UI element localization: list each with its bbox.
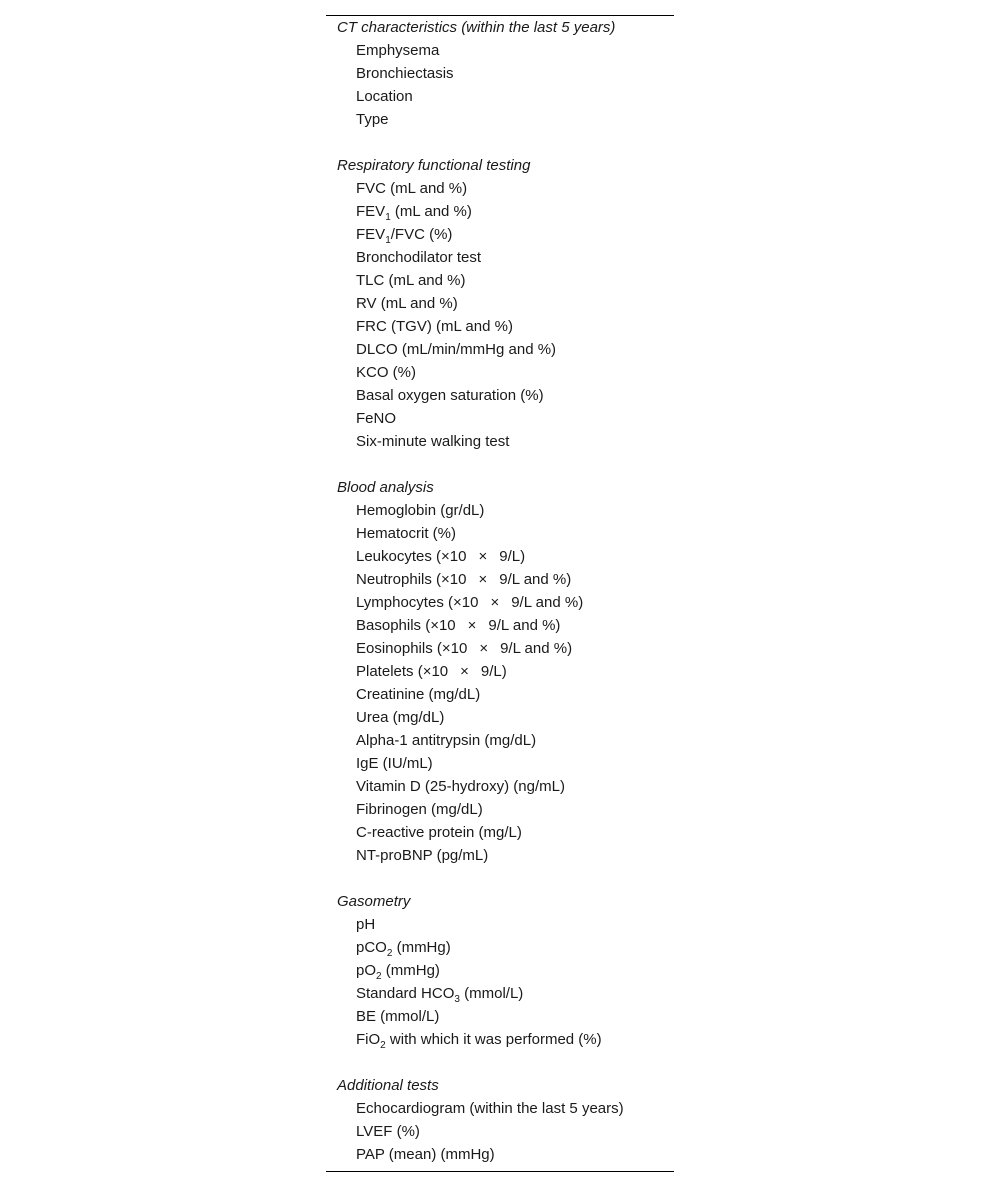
row-text: (mmHg) <box>392 939 451 956</box>
row-text: FiO <box>356 1031 381 1048</box>
table-row: Vitamin D (25-hydroxy) (ng/mL) <box>356 778 565 795</box>
row-text: 9/L and %) <box>499 571 572 588</box>
times-sign: × <box>478 548 488 565</box>
row-text: /FVC (%) <box>390 226 453 243</box>
table-row: Hematocrit (%) <box>356 525 457 542</box>
section-heading-additional: Additional tests <box>337 1077 439 1094</box>
row-text: FEV <box>356 203 386 220</box>
table-row: Fibrinogen (mg/dL) <box>356 801 483 818</box>
section-spacer <box>326 133 674 156</box>
table-row: Echocardiogram (within the last 5 years) <box>356 1100 624 1117</box>
table-row <box>326 225 674 248</box>
table-row: NT-proBNP (pg/mL) <box>356 847 489 864</box>
table-row: TLC (mL and %) <box>356 272 466 289</box>
row-text: Eosinophils (×10 <box>356 640 468 657</box>
row-text: Basophils (×10 <box>356 617 456 634</box>
table-row: FRC (TGV) (mL and %) <box>356 318 513 335</box>
subscript: 2 <box>376 971 382 982</box>
subscript: 1 <box>385 212 391 223</box>
table-row <box>326 616 674 639</box>
table-row: Hemoglobin (gr/dL) <box>356 502 485 519</box>
section-heading-gasometry: Gasometry <box>337 893 411 910</box>
subscript: 2 <box>386 948 393 959</box>
row-text: Leukocytes (×10 <box>356 548 467 565</box>
table-row: Creatinine (mg/dL) <box>356 686 481 703</box>
table-row: Alpha-1 antitrypsin (mg/dL) <box>356 732 537 749</box>
table-row: C-reactive protein (mg/L) <box>356 824 522 841</box>
table-row <box>326 984 674 1007</box>
table-row: Six-minute walking test <box>356 433 510 450</box>
table-row <box>326 547 674 570</box>
section-spacer <box>326 455 674 478</box>
table-row <box>326 662 674 685</box>
row-text: pCO <box>356 939 387 956</box>
row-text: 9/L and %) <box>500 640 573 657</box>
table-row <box>326 202 674 225</box>
table-row: LVEF (%) <box>356 1123 420 1140</box>
variables-table <box>326 15 674 1172</box>
row-text: pO <box>356 962 377 979</box>
times-sign: × <box>490 594 500 611</box>
table-row: Type <box>356 111 389 128</box>
table-row: BE (mmol/L) <box>356 1008 440 1025</box>
table-row: IgE (IU/mL) <box>356 755 433 772</box>
row-text: Standard HCO <box>356 985 455 1002</box>
table-row: KCO (%) <box>356 364 416 381</box>
row-text: (mL and %) <box>390 203 472 220</box>
row-text: Platelets (×10 <box>356 663 449 680</box>
times-sign: × <box>478 571 488 588</box>
table-row: Bronchodilator test <box>356 249 482 266</box>
row-text: 9/L) <box>480 663 507 680</box>
row-text: with which it was performed (%) <box>385 1031 602 1048</box>
section-spacer <box>326 869 674 892</box>
table-row <box>326 1030 674 1053</box>
table-row <box>326 570 674 593</box>
table-row: Emphysema <box>356 42 440 59</box>
row-text: Lymphocytes (×10 <box>356 594 479 611</box>
table-row: DLCO (mL/min/mmHg and %) <box>356 341 557 358</box>
table-row: Bronchiectasis <box>356 65 454 82</box>
row-text: (mmHg) <box>381 962 440 979</box>
times-sign: × <box>467 617 477 634</box>
section-heading-ct: CT characteristics (within the last 5 years) <box>337 19 616 36</box>
table-row: pH <box>356 916 376 933</box>
table-row <box>326 593 674 616</box>
table-row: FVC (mL and %) <box>356 180 468 197</box>
table-row: PAP (mean) (mmHg) <box>356 1146 495 1163</box>
table-row: RV (mL and %) <box>356 295 458 312</box>
times-sign: × <box>460 663 469 680</box>
table-row <box>326 938 674 961</box>
row-text: (mmol/L) <box>459 985 524 1002</box>
times-sign: × <box>479 640 489 657</box>
table-row: Urea (mg/dL) <box>356 709 445 726</box>
row-text: 9/L) <box>499 548 526 565</box>
table-row: FeNO <box>356 410 397 427</box>
row-text: FEV <box>356 226 386 243</box>
subscript: 2 <box>380 1040 386 1051</box>
table-row: Basal oxygen saturation (%) <box>356 387 544 404</box>
subscript: 1 <box>385 235 391 246</box>
row-text: 9/L and %) <box>488 617 561 634</box>
table-row: Location <box>356 88 413 105</box>
section-spacer <box>326 1053 674 1076</box>
row-text: 9/L and %) <box>511 594 584 611</box>
subscript: 3 <box>454 994 460 1005</box>
row-text: Neutrophils (×10 <box>356 571 467 588</box>
table-row <box>326 961 674 984</box>
table-row <box>326 639 674 662</box>
section-heading-blood: Blood analysis <box>337 479 434 496</box>
section-heading-respiratory: Respiratory functional testing <box>337 157 531 174</box>
